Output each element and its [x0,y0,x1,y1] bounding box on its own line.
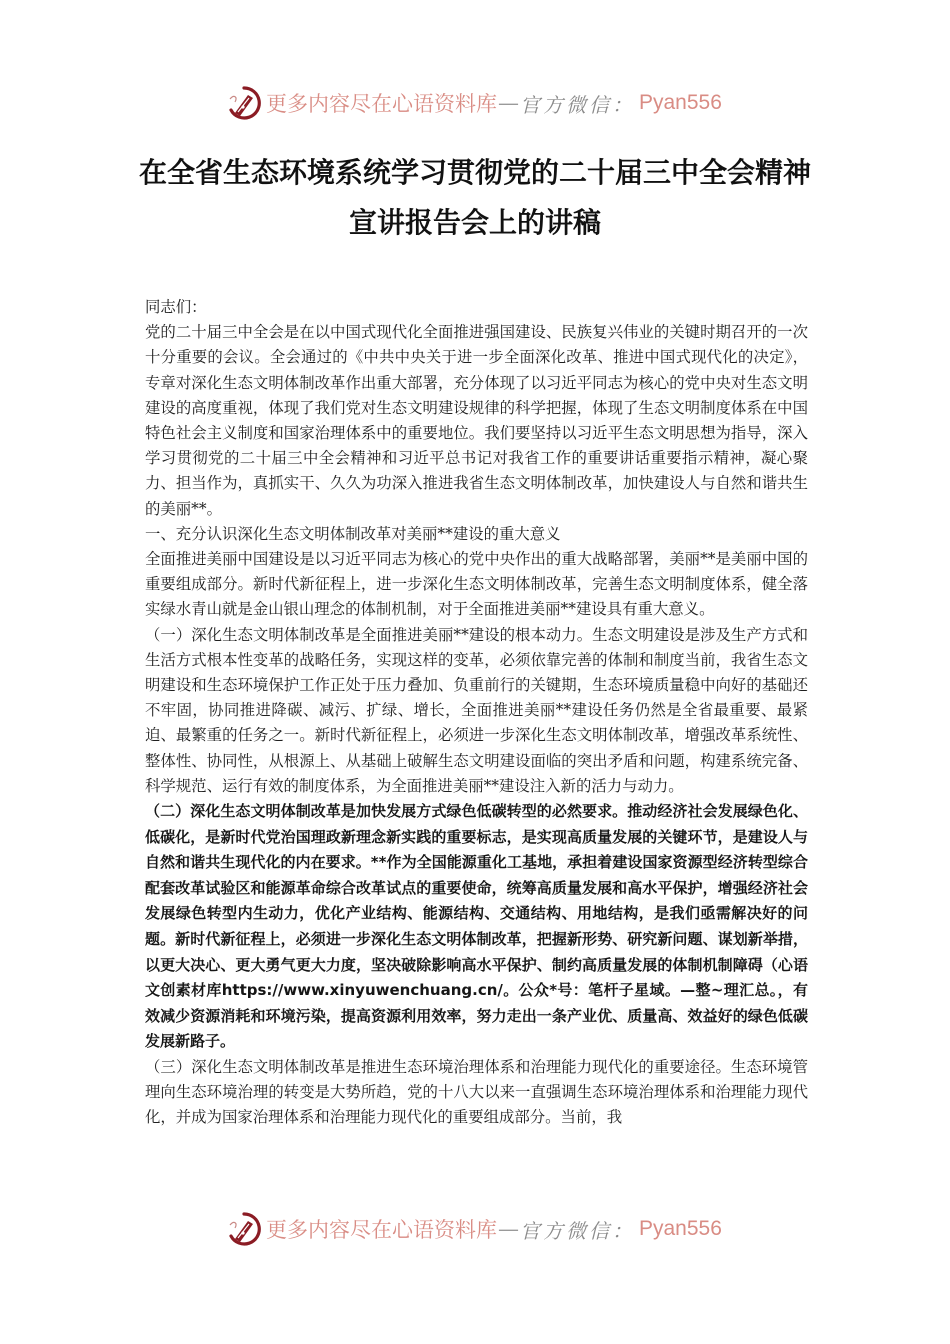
banner-dash: — [498,1217,519,1241]
banner-wechat-label: 官方微信： [520,92,635,117]
banner-wechat-label: 官方微信： [520,1218,635,1243]
document-body [145,295,808,1131]
quill-pen-circle-icon [226,85,262,121]
banner-wechat-id: Pyan556 [639,91,722,114]
header-watermark-banner [226,83,722,123]
salutation: 同志们： [145,298,207,316]
subsection-1-paragraph: （一）深化生态文明体制改革是全面推进美丽**建设的根本动力。生态文明建设是涉及生产方式和生活方式根本性变革的战略任务，实现这样的变革，必须依靠完善的体制和制度当前，我省生态文明建设和生态环境保护工作正处于压力叠加、负重前行的关键期，生态环境质量稳中向好的基础还不牢固，协同推进降碳、减污、扩绿、增长，全面推进美丽**建设任务仍然是全省最重要、最紧迫、最繁重的任务之一。新时代新征程上，必须进一步深化生态文明体制改革，增强改革系统性、整体性、协同性，从根源上、从基础上破解生态文明建设面临的突出矛盾和问题，构建系统完备、科学规范、运行有效的制度体系，为全面推进美丽**建设注入新的活力与动力。 [145,625,808,795]
quill-pen-circle-icon [226,1211,262,1247]
footer-watermark-banner [226,1209,722,1249]
banner-dash: — [498,91,519,115]
subsection-2-paragraph: （二）深化生态文明体制改革是加快发展方式绿色低碳转型的必然要求。推动经济社会发展绿色化、低碳化，是新时代党治国理政新理念新实践的重要标志，是实现高质量发展的关键环节，是建设人与自然和谐共生现代化的内在要求。**作为全国能源重化工基地，承担着建设国家资源型经济转型综合配套改革试验区和能源革命综合改革试点的重要使命，统筹高质量发展和高水平保护，增强经济社会发展绿色转型内生动力，优化产业结构、能源结构、交通结构、用地结构，是我们亟需解决好的问题。新时代新征程上，必须进一步深化生态文明体制改革，把握新形势、研究新问题、谋划新举措，以更大决心、更大勇气更大力度，坚决破除影响高水平保护、制约高质量发展的体制机制障碍（心语文创素材库https://www.xinyuwenchuang.cn/。公众*号：笔杆子星域。—整~理汇总。，有效减少资源消耗和环境污染，提高资源利用效率，努力走出一条产业优、质量高、效益好的绿色低碳发展新路子。 [145,802,808,1051]
intro-paragraph: 党的二十届三中全会是在以中国式现代化全面推进强国建设、民族复兴伟业的关键时期召开的一次十分重要的会议。全会通过的《中共中央关于进一步全面深化改革、推进中国式现代化的决定》，专章对深化生态文明体制改革作出重大部署，充分体现了以习近平同志为核心的党中央对生态文明建设的高度重视，体现了我们党对生态文明建设规律的科学把握，体现了生态文明制度体系在中国特色社会主义制度和国家治理体系中的重要地位。我们要坚持以习近平生态文明思想为指导，深入学习贯彻党的二十届三中全会精神和习近平总书记对我省工作的重要讲话重要指示精神，凝心聚力、担当作为，真抓实干、久久为功深入推进我省生态文明体制改革，加快建设人与自然和谐共生的美丽**。 [145,323,808,518]
banner-slogan: 更多内容尽在心语资料库 [266,1218,497,1242]
banner-wechat-id: Pyan556 [639,1217,722,1240]
banner-slogan: 更多内容尽在心语资料库 [266,92,497,116]
subsection-3-paragraph: （三）深化生态文明体制改革是推进生态环境治理体系和治理能力现代化的重要途径。生态环境管理向生态环境治理的转变是大势所趋，党的十八大以来一直强调生态环境治理体系和治理能力现代化，并成为国家治理体系和治理能力现代化的重要组成部分。当前，我 [145,1058,808,1127]
document-title: 在全省生态环境系统学习贯彻党的二十届三中全会精神宣讲报告会上的讲稿 [138,156,811,239]
section-heading: 一、充分认识深化生态文明体制改革对美丽**建设的重大意义 [145,524,561,543]
section-intro-paragraph: 全面推进美丽中国建设是以习近平同志为核心的党中央作出的重大战略部署，美丽**是美丽中国的重要组成部分。新时代新征程上，进一步深化生态文明体制改革，完善生态文明制度体系，健全落实绿水青山就是金山银山理念的体制机制，对于全面推进美丽**建设具有重大意义。 [145,550,808,619]
